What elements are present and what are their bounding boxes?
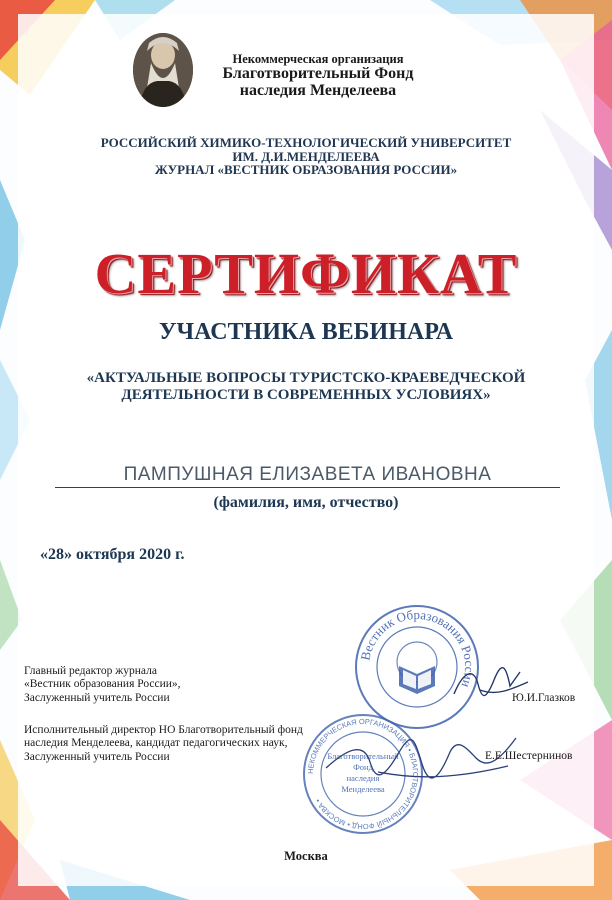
certificate-subtitle: УЧАСТНИКА ВЕБИНАРА	[158, 319, 454, 345]
signature-block-editor	[24, 665, 264, 705]
university-name: РОССИЙСКИЙ ХИМИКО-ТЕХНОЛОГИЧЕСКИЙ УНИВЕРСИТЕТ	[100, 135, 512, 150]
fund-stamp-center-line2: Фонд	[353, 762, 373, 772]
university-namesake: ИМ. Д.И.МЕНДЕЛЕЕВА	[232, 148, 380, 164]
fund-stamp-center-line4: Менделеева	[341, 784, 385, 794]
recipient-underline	[55, 487, 560, 488]
certificate-date: «28» октября 2020 г.	[40, 546, 185, 563]
webinar-topic-line1: «АКТУАЛЬНЫЕ ВОПРОСЫ ТУРИСТСКО-КРАЕВЕДЧЕСКОЙ	[86, 370, 526, 386]
mendeleev-portrait	[133, 33, 193, 107]
recipient-caption: (фамилия, имя, отчество)	[213, 494, 399, 511]
fund-stamp-center-line1: Благотворительный	[327, 751, 399, 761]
organization-name-line2: наследия Менделеева	[239, 81, 397, 99]
signature-title-line: Исполнительный директор НО Благотворительный фонд	[24, 724, 303, 736]
organization-name: Благотворительный Фонд	[222, 65, 414, 83]
recipient-name: ПАМПУШНАЯ ЕЛИЗАВЕТА ИВАНОВНА	[123, 464, 492, 485]
institutions-block	[30, 136, 582, 177]
journal-name: ЖУРНАЛ «ВЕСТНИК ОБРАЗОВАНИЯ РОССИИ»	[154, 162, 458, 178]
signature-title-line: Заслуженный учитель России	[24, 750, 170, 763]
organization-header	[200, 53, 436, 100]
signature-title-line: «Вестник образования России»,	[24, 678, 181, 691]
signer-name-editor: Ю.И.Глазков	[512, 692, 576, 704]
signature-title-line: Заслуженный учитель России	[24, 691, 170, 704]
signer-name-director: Е.Е.Шестернинов	[485, 750, 573, 762]
signature-block-director	[24, 724, 349, 764]
issue-city: Москва	[284, 849, 328, 863]
fund-stamp-ring-text: НЕКОММЕРЧЕСКАЯ ОРГАНИЗАЦИЯ • БЛАГОТВОРИТЕЛЬНЫЙ ФОНД • МОСКВА •	[305, 716, 421, 832]
signature-title-line: наследия Менделеева, кандидат педагогических наук,	[24, 737, 288, 750]
webinar-topic	[60, 370, 552, 405]
fund-stamp-center-line3: наследия	[346, 773, 380, 783]
journal-stamp-text: Вестник Образования России	[357, 606, 478, 690]
signature-title-line: Главный редактор журнала	[24, 665, 157, 677]
organization-type: Некоммерческая организация	[232, 52, 404, 66]
webinar-topic-line2: ДЕЯТЕЛЬНОСТИ В СОВРЕМЕННЫХ УСЛОВИЯХ»	[121, 387, 491, 404]
certificate-title: СЕРТИФИКАТ	[94, 241, 518, 306]
